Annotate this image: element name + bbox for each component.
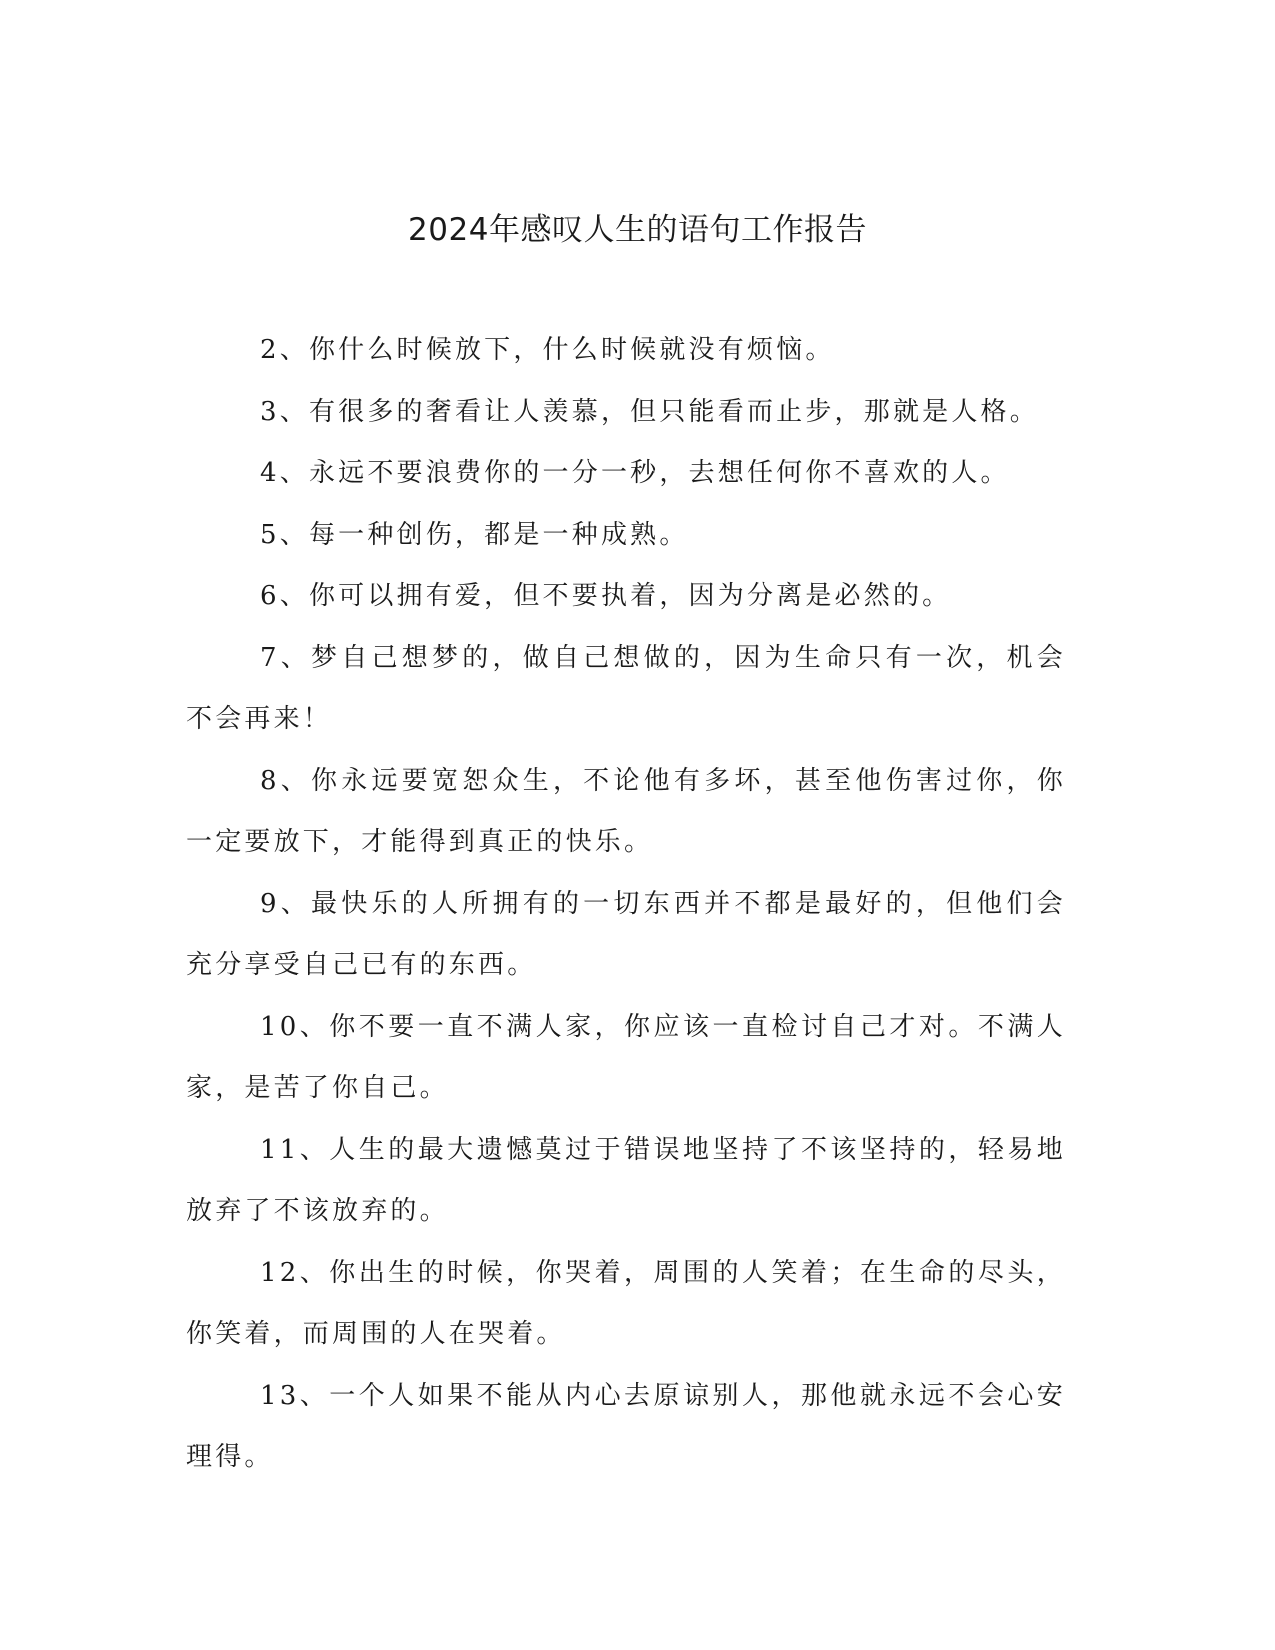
document-title: 2024年感叹人生的语句工作报告 <box>408 212 867 248</box>
paragraph-2: 2、你什么时候放下，什么时候就没有烦恼。 <box>260 335 835 365</box>
paragraph-7: 7、梦自己想梦的，做自己想做的，因为生命只有一次，机会不会再来！ <box>186 642 1066 734</box>
paragraph-3: 3、有很多的奢看让人羡慕，但只能看而止步，那就是人格。 <box>260 396 1039 427</box>
paragraph-11: 11、人生的最大遗憾莫过于错误地坚持了不该坚持的，轻易地放弃了不该放弃的。 <box>186 1134 1066 1226</box>
paragraph-10: 10、你不要一直不满人家，你应该一直检讨自己才对。不满人家，是苦了你自己。 <box>186 1011 1066 1103</box>
paragraph-4: 4、永远不要浪费你的一分一秒，去想任何你不喜欢的人。 <box>260 458 1010 488</box>
paragraph-9: 9、最快乐的人所拥有的一切东西并不都是最好的，但他们会充分享受自己已有的东西。 <box>186 888 1066 980</box>
paragraph-12: 12、你出生的时候，你哭着，周围的人笑着；在生命的尽头，你笑着，而周围的人在哭着。 <box>186 1257 1066 1349</box>
paragraph-6: 6、你可以拥有爱，但不要执着，因为分离是必然的。 <box>260 581 952 611</box>
paragraph-5: 5、每一种创伤，都是一种成熟。 <box>260 519 689 550</box>
paragraph-8: 8、你永远要宽恕众生，不论他有多坏，甚至他伤害过你，你一定要放下，才能得到真正的快乐。 <box>186 765 1066 857</box>
document-body <box>186 320 1066 1489</box>
paragraph-13: 13、一个人如果不能从内心去原谅别人，那他就永远不会心安理得。 <box>186 1380 1066 1472</box>
